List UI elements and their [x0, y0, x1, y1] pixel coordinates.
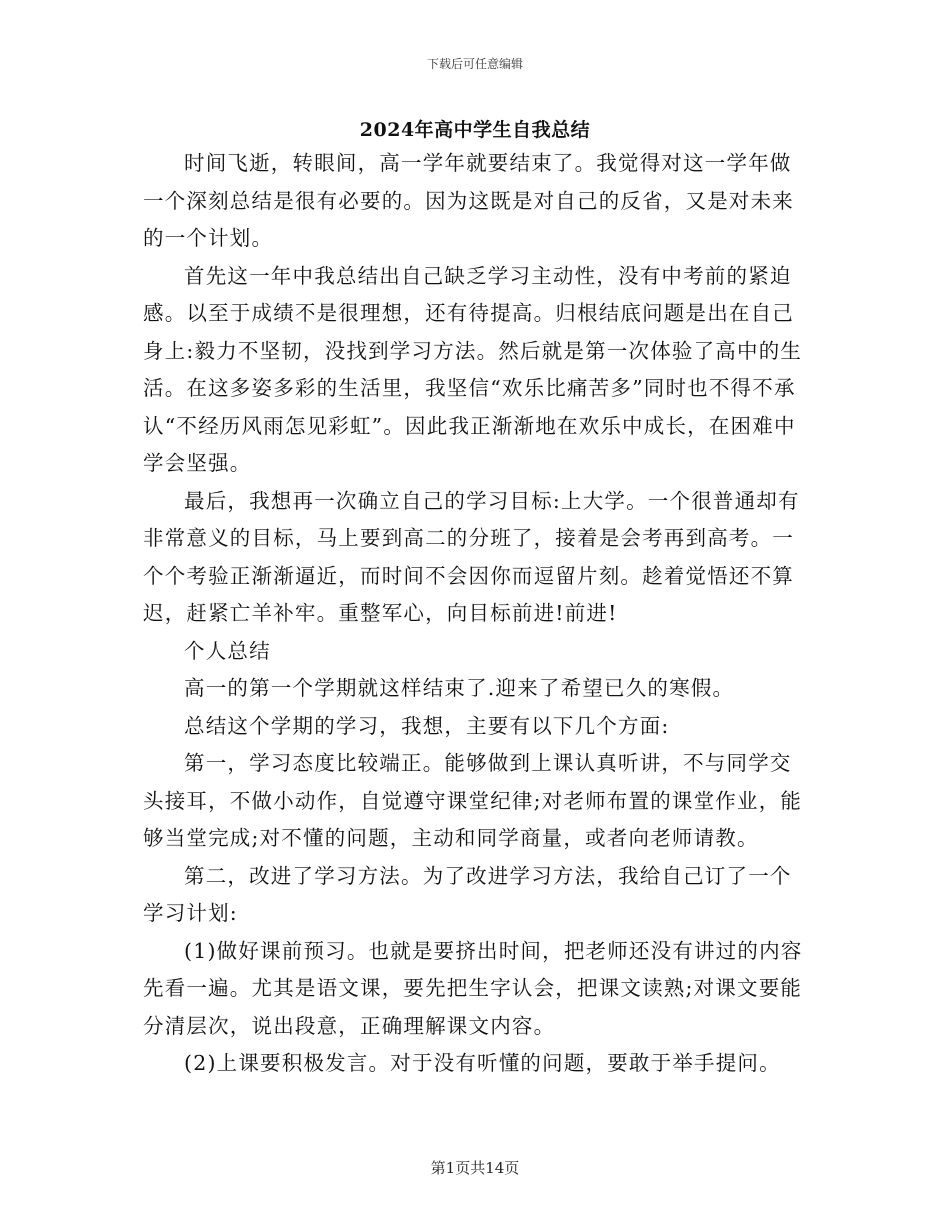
paragraph-point-one: 第一，学习态度比较端正。能够做到上课认真听讲，不与同学交头接耳，不做小动作，自觉遵守课堂纪律;对老师布置的课堂作业，能够当堂完成;对不懂的问题，主动和同学商量，或者向老师请教。 — [143, 751, 803, 850]
document-title: 2024年高中学生自我总结 — [359, 119, 591, 141]
paragraph-plan-item-2: (2)上课要积极发言。对于没有听懂的问题，要敢于举手提问。 — [184, 1051, 781, 1075]
paragraph-point-two: 第二，改进了学习方法。为了改进学习方法，我给自己订了一个学习计划: — [143, 863, 792, 925]
page-number: 第1页共14页 — [430, 1159, 520, 1177]
paragraph-summary-aspects: 总结这个学期的学习，我想，主要有以下几个方面: — [184, 713, 670, 738]
paragraph-plan-item-1: (1)做好课前预习。也就是要挤出时间，把老师还没有讲过的内容先看一遍。尤其是语文课，要先把生字认会，把课文读熟;对课文要能分清层次，说出段意，正确理解课文内容。 — [143, 938, 803, 1038]
paragraph-semester-end: 高一的第一个学期就这样结束了.迎来了希望已久的寒假。 — [184, 676, 735, 700]
paragraph-goal: 最后，我想再一次确立自己的学习目标:上大学。一个很普通却有非常意义的目标，马上要到高二的分班了，接着是会考再到高考。一个个考验正渐渐逼近，而时间不会因你而逗留片刻。趁着觉悟还不算迟，赶紧亡羊补牢。重整军心，向目标前进!前进! — [143, 488, 800, 625]
document-body — [143, 145, 807, 1083]
paragraph-first-reflection: 首先这一年中我总结出自己缺乏学习主动性，没有中考前的紧迫感。以至于成绩不是很理想，还有待提高。归根结底问题是出在自己身上:毅力不坚韧，没找到学习方法。然后就是第一次体验了高中的生活。在这多姿多彩的生活里，我坚信“欢乐比痛苦多”同时也不得不承认“不经历风雨怎见彩虹”。因此我正渐渐地在欢乐中成长，在困难中学会坚强。 — [143, 263, 803, 475]
page-header-note: 下载后可任意编辑 — [426, 57, 523, 71]
section-heading-personal-summary: 个人总结 — [184, 638, 271, 663]
paragraph-intro: 时间飞逝，转眼间，高一学年就要结束了。我觉得对这一学年做一个深刻总结是很有必要的。因为这既是对自己的反省，又是对未来的一个计划。 — [143, 151, 794, 250]
